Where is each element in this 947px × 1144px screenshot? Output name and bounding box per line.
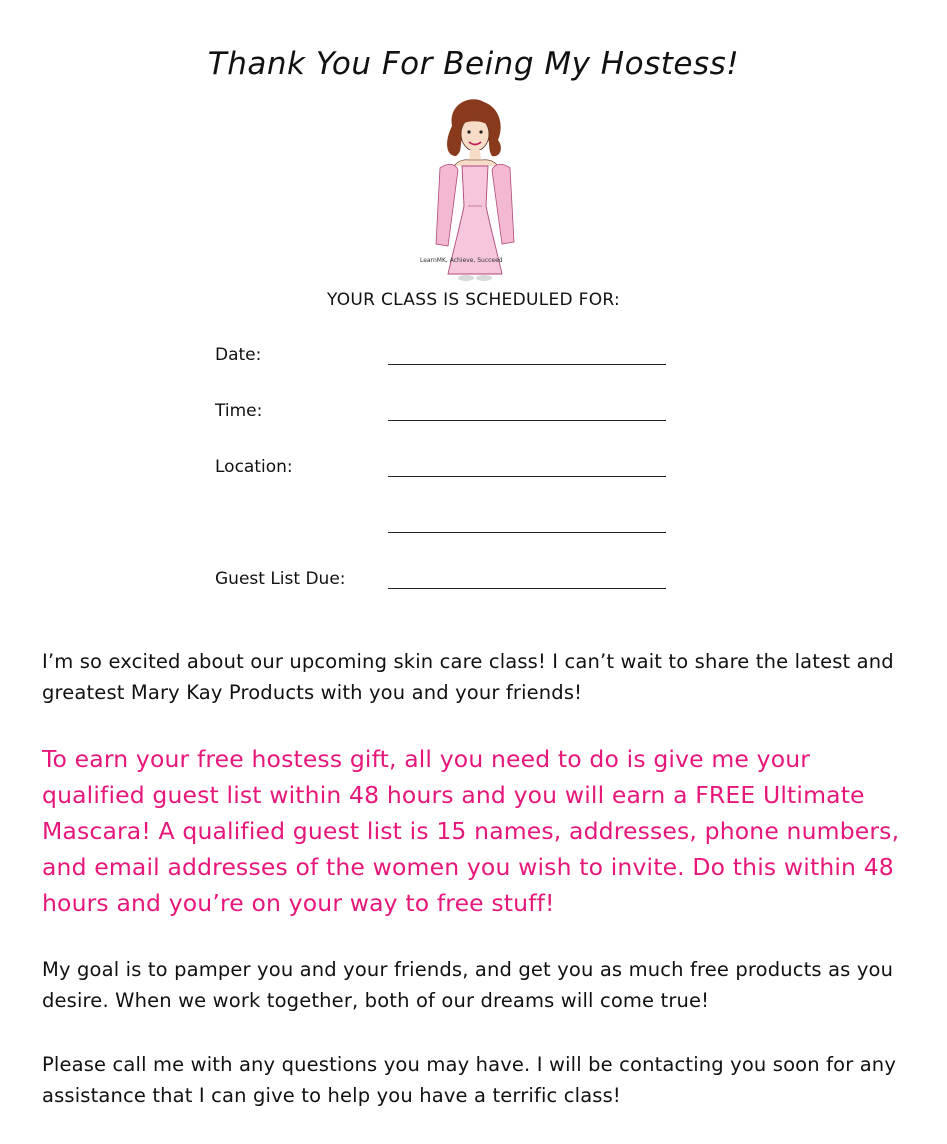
time-line — [388, 420, 666, 421]
date-label: Date: — [215, 345, 262, 365]
offer-paragraph: To earn your free hostess gift, all you need to do is give me your qualified guest list within 48 hours and you will earn a FREE Ultimate Mascara! A qualified guest list is 15 names, addresses, phone numbers, and email addresses of the women you wish to invite. Do this within 48 hours and you’re on your way to free stuff! — [42, 745, 900, 917]
guest-list-due-line — [388, 588, 666, 589]
location-line-2 — [388, 532, 666, 533]
logo-text: LearnMK, Achieve, Succeed — [420, 257, 503, 264]
hostess-illustration — [418, 96, 530, 292]
time-label: Time: — [215, 401, 263, 421]
schedule-heading: YOUR CLASS IS SCHEDULED FOR: — [326, 290, 621, 310]
goal-paragraph: My goal is to pamper you and your friends, and get you as much free products as you desire. When we work together, both of our dreams will come true! — [42, 958, 894, 1012]
closing-paragraph: Please call me with any questions you may have. I will be contacting you soon for any assistance that I can give to help you have a terrific class! — [42, 1053, 897, 1107]
guest-list-due-label: Guest List Due: — [215, 569, 346, 589]
intro-paragraph: I’m so excited about our upcoming skin care class! I can’t wait to share the latest and greatest Mary Kay Products with you and your friends! — [42, 650, 894, 704]
location-label: Location: — [215, 457, 293, 477]
location-line — [388, 476, 666, 477]
page-title: Thank You For Being My Hostess! — [207, 46, 740, 82]
date-line — [388, 364, 666, 365]
